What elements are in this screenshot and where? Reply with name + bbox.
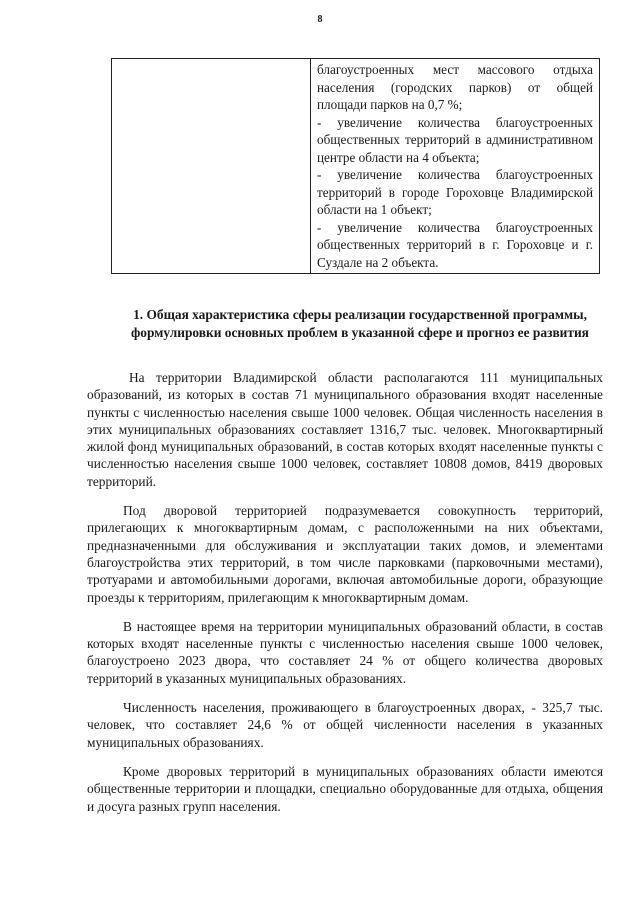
paragraph: На территории Владимирской области располагаются 111 муниципальных образований, из которых в состав 71 муниципального образования входят населенные пункты с численностью населения свыше 1000 человек. Общая численность населения в этих муниципальных образованиях составляет 1316,7 тыс. человек. Многоквартирный жилой фонд муниципальных образований, в состав которых входят населенные пункты с численностью населения свыше 1000 человек, составляет 10808 домов, 8419 дворовых территорий. <box>87 370 603 489</box>
table-cell-line: благоустроенных мест массового отдыха населения (городских парков) от общей площади парков на 0,7 %; <box>317 62 593 112</box>
table-left-cell <box>112 59 311 274</box>
table-cell-line: - увеличение количества благоустроенных общественных территорий в г. Гороховце и г. Суздале на 2 объекта. <box>317 219 593 270</box>
section-title: 1. Общая характеристика сферы реализации государственной программы, формулировки основных проблем в указанной сфере и прогноз ее развития <box>131 307 589 340</box>
page-number: 8 <box>317 14 323 25</box>
table-right-cell <box>311 59 600 274</box>
table-cell-line: - увеличение количества благоустроенных территорий в городе Гороховце Владимирской области на 1 объект; <box>317 167 593 217</box>
paragraph: В настоящее время на территории муниципальных образований области, в состав которых входят населенные пункты с численностью населения свыше 1000 человек, благоустроено 2023 двора, что составляет 24 % от общего количества дворовых территорий в указанных муниципальных образованиях. <box>87 618 603 686</box>
body-text <box>87 369 603 827</box>
paragraph: Численность населения, проживающего в благоустроенных дворах, - 325,7 тыс. человек, что составляет 24,6 % от общей численности населения в указанных муниципальных образованиях. <box>87 700 603 750</box>
table-cell-line: - увеличение количества благоустроенных общественных территорий в административном центре области на 4 объекта; <box>317 114 593 165</box>
table-row <box>112 59 600 274</box>
paragraph: Кроме дворовых территорий в муниципальных образованиях области имеются общественные территории и площадки, специально оборудованные для отдыха, общения и досуга разных групп населения. <box>87 763 603 814</box>
paragraph: Под дворовой территорией подразумевается совокупность территорий, прилегающих к многоквартирным домам, с расположенными на них объектами, предназначенными для обслуживания и эксплуатации таких домов, и элементами благоустройства этих территорий, в том числе парковками (парковочными местами), тротуарами и автомобильными дорогами, включая автомобильные дороги, образующие проезды к территориям, прилегающим к многоквартирным домам. <box>87 503 603 605</box>
continuation-table <box>111 58 600 274</box>
